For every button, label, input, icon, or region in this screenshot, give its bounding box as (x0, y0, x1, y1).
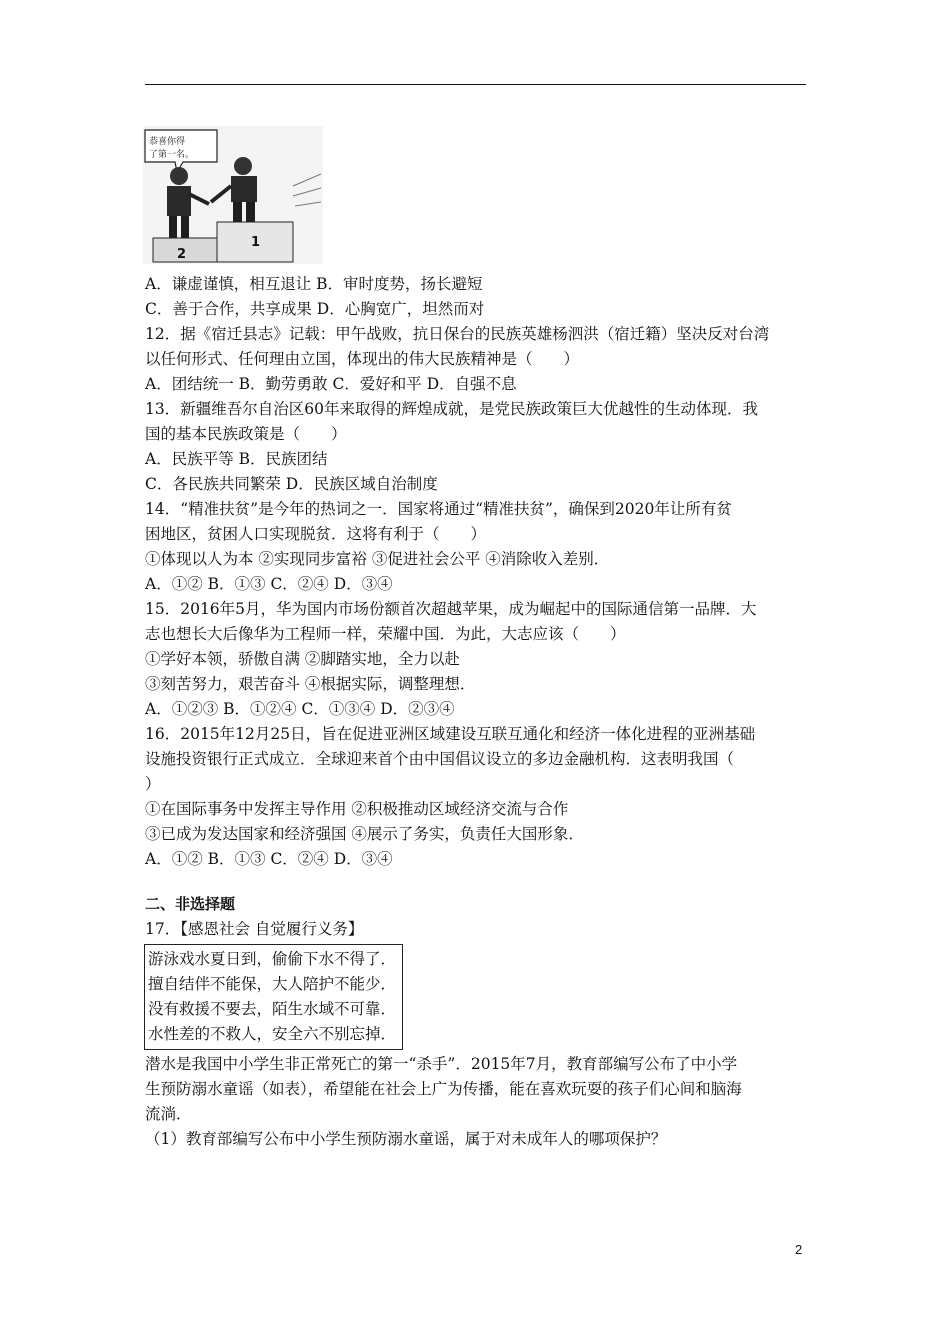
text-line: C．各民族共同繁荣 D．民族区域自治制度 (145, 475, 438, 493)
text-line: ①在国际事务中发挥主导作用 ②积极推动区域经济交流与合作 (145, 800, 569, 818)
text-line: ③刻苦努力，艰苦奋斗 ④根据实际，调整理想． (145, 675, 476, 693)
text-line: 流淌． (145, 1105, 192, 1123)
section-heading: 二、非选择题 (145, 895, 236, 913)
text-line: C．善于合作，共享成果 D．心胸宽广，坦然而对 (145, 300, 485, 318)
text-line: （1）教育部编写公布中小学生预防溺水童谣，属于对未成年人的哪项保护？ (145, 1130, 667, 1148)
text-line: 志也想长大后像华为工程师一样，荣耀中国．为此，大志应该（ ） (145, 625, 626, 643)
question-17-title: 17．【感恩社会 自觉履行义务】 (145, 920, 364, 938)
page-content (145, 272, 815, 1152)
text-line: 15．2016年5月，华为国内市场份额首次超越苹果，成为崛起中的国际通信第一品牌．大 (145, 600, 757, 618)
text-line: 以任何形式、任何理由立国，体现出的伟大民族精神是（ ） (145, 350, 580, 368)
rhyme-table (144, 944, 403, 1050)
text-line: A．民族平等 B．民族团结 (145, 450, 328, 468)
text-line: 困地区，贫困人口实现脱贫．这将有利于（ ） (145, 525, 487, 543)
text-line: ） (145, 775, 161, 793)
text-line: A．①② B．①③ C．②④ D．③④ (145, 575, 393, 593)
text-line: 14．“精准扶贫”是今年的热词之一．国家将通过“精准扶贫”，确保到2020年让所有贫 (145, 500, 732, 518)
speech-bubble-line-1: 恭喜你得 (149, 137, 186, 147)
rhyme-line: 没有救援不要去，陌生水域不可靠． (148, 1000, 397, 1018)
section-gap (145, 872, 815, 892)
text-line: A．团结统一 B．勤劳勇敢 C．爱好和平 D．自强不息 (145, 375, 517, 393)
text-line: 潜水是我国中小学生非正常死亡的第一“杀手”．2015年7月，教育部编写公布了中小学 (145, 1055, 738, 1073)
text-line: 设施投资银行正式成立．全球迎来首个由中国倡议设立的多边金融机构．这表明我国（ (145, 750, 735, 768)
text-line: 13．新疆维吾尔自治区60年来取得的辉煌成就，是党民族政策巨大优越性的生动体现．我 (145, 400, 758, 418)
text-line: 国的基本民族政策是（ ） (145, 425, 347, 443)
text-line: 12．据《宿迁县志》记载：甲午战败，抗日保台的民族英雄杨泗洪（宿迁籍）坚决反对台湾 (145, 325, 770, 343)
rhyme-line: 水性差的不救人，安全六不别忘掉． (148, 1025, 397, 1043)
text-line: 16．2015年12月25日，旨在促进亚洲区域建设互联互通化和经济一体化进程的亚洲基础 (145, 725, 756, 743)
speech-bubble-line-2: 了第一名。 (149, 150, 195, 160)
podium-cartoon-image (143, 126, 323, 264)
rhyme-line: 擅自结伴不能保，大人陪护不能少． (148, 975, 397, 993)
text-line: A．①②③ B．①②④ C．①③④ D．②③④ (145, 700, 455, 718)
text-line: ①学好本领，骄傲自满 ②脚踏实地，全力以赴 (145, 650, 460, 668)
text-line: ③已成为发达国家和经济强国 ④展示了务实，负责任大国形象． (145, 825, 584, 843)
podium-label-1: 1 (251, 235, 261, 250)
text-line: A．①② B．①③ C．②④ D．③④ (145, 850, 393, 868)
text-line: 生预防溺水童谣（如表），希望能在社会上广为传播，能在喜欢玩耍的孩子们心间和脑海 (145, 1080, 742, 1098)
text-line: ①体现以人为本 ②实现同步富裕 ③促进社会公平 ④消除收入差别． (145, 550, 610, 568)
text-line: A．谦虚谨慎，相互退让 B．审时度势，扬长避短 (145, 275, 483, 293)
podium-label-2: 2 (177, 247, 187, 262)
header-rule (145, 84, 806, 85)
page-number: 2 (795, 1242, 803, 1257)
rhyme-line: 游泳戏水夏日到，偷偷下水不得了． (148, 950, 397, 968)
